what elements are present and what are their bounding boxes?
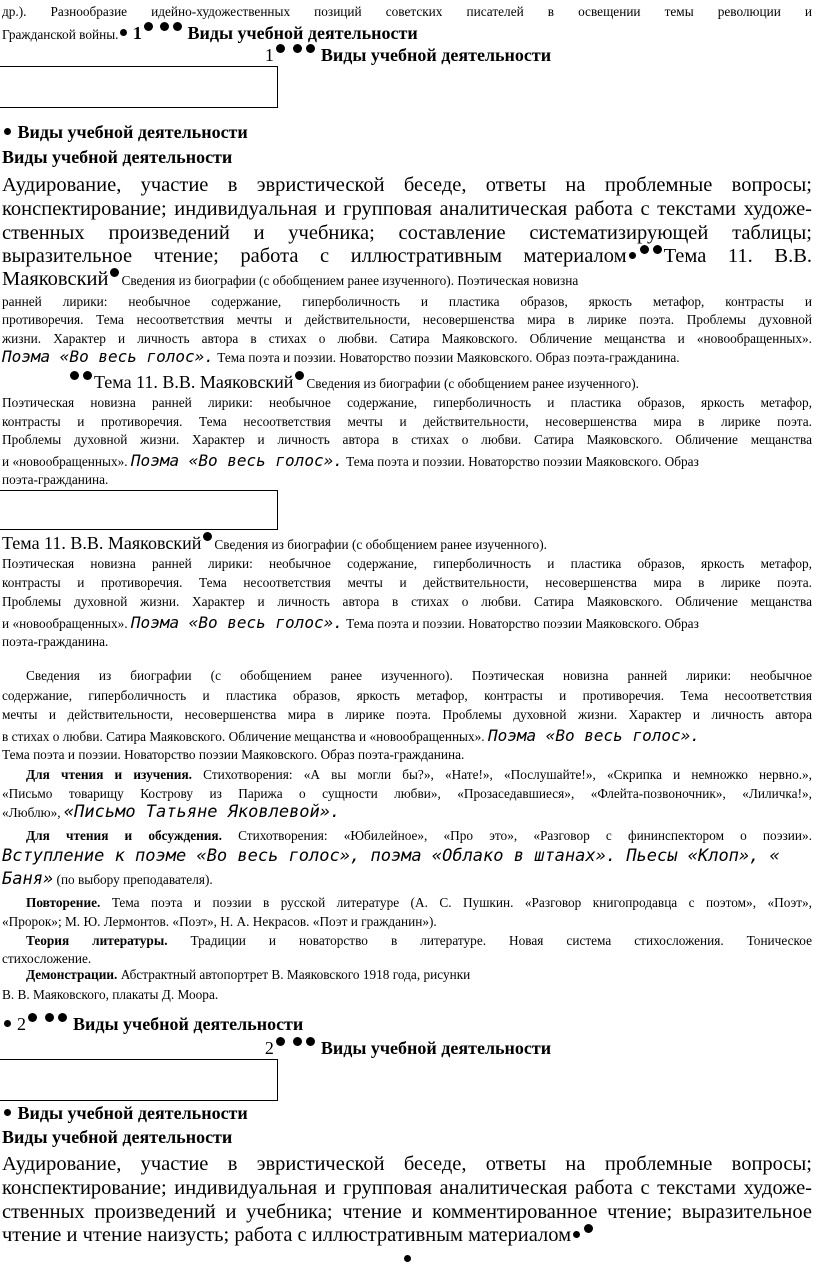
- discussion-line: [2, 846, 812, 866]
- bullet-icon: [306, 44, 315, 53]
- empty-frame: [0, 490, 278, 530]
- section-heading: Виды учебной деятельности: [73, 1014, 304, 1034]
- topic-title: Маяковский: [2, 268, 109, 290]
- topic-line: [68, 371, 812, 393]
- bullet-icon: [45, 1013, 54, 1022]
- section-label: Для чтения и обсуждения.: [26, 828, 222, 843]
- bullet-icon: [4, 128, 11, 135]
- bullet-icon: [629, 252, 636, 259]
- bullet-icon: [276, 44, 285, 53]
- topic-text: Сведения из биографии (с обобщением ранее изученного).: [306, 376, 639, 391]
- bullet-icon: [640, 245, 649, 254]
- poem-title: «Письмо Татьяне Яковлевой».: [63, 802, 341, 822]
- bullet-icon: [110, 268, 119, 277]
- activity-text: чтение и чтение наизусть; работа с иллюстративным материалом: [2, 1224, 572, 1246]
- paragraph-text: и «новообращенных».: [2, 454, 128, 469]
- activity-heading-dotted: [2, 122, 812, 143]
- paragraph-text: в стихах о любви. Сатира Маяковского. Обличение мещанства и «новообращенных».: [2, 729, 485, 744]
- paragraph-line: контрасты и противоречия. Тема несоответствия мечты и действительности, несовершенства мира в лирике поэта.: [2, 414, 812, 429]
- bullet-icon: [144, 22, 153, 31]
- paragraph-line: Проблемы духовной жизни. Характер и личность автора в стихах о любви. Сатира Маяковского. Обличение мещанства: [2, 432, 812, 447]
- reading-line: [26, 765, 812, 784]
- section-label: Повторение.: [26, 895, 101, 910]
- poem-title: Поэма «Во весь голос».: [487, 726, 700, 745]
- activity-line: Аудирование, участие в эвристической беседе, ответы на проблемные вопросы;: [2, 174, 812, 196]
- discussion-line: [26, 826, 812, 845]
- bullet-icon: [4, 1020, 11, 1027]
- empty-frame: [0, 66, 278, 108]
- bullet-icon: [295, 371, 304, 380]
- demo-line: [26, 965, 812, 984]
- bullet-icon: [276, 1037, 285, 1046]
- intro-line-2: [2, 22, 812, 44]
- section-heading: Виды учебной деятельности: [320, 45, 552, 65]
- paragraph-line: поэта-гражданина.: [2, 472, 109, 487]
- activity-line: ственных произведений и учебника; чтение и комментированное чтение; выразительное: [2, 1201, 812, 1223]
- paragraph-text: Тема поэта и поэзии. Новаторство поэзии Маяковского. Образ: [346, 616, 699, 631]
- reading-text: Стихотворения: «А вы могли бы?», «Нате!», «Послушайте!», «Скрипка и немножко нервно.»,: [203, 767, 813, 782]
- bullet-icon: [293, 1037, 302, 1046]
- paragraph-line: жизни. Характер и личность автора в стихах о любви. Сатира Маяковского. Обличение мещанства и «новообращенных».: [2, 331, 812, 346]
- section-heading: Виды учебной деятельности: [320, 1038, 552, 1058]
- section-label: Для чтения и изучения.: [26, 767, 192, 782]
- paragraph-text: Тема поэта и поэзии. Новаторство поэзии Маяковского. Образ: [346, 454, 699, 469]
- section-label: Демонстрации.: [26, 967, 118, 982]
- paragraph-line: [2, 613, 812, 633]
- theory-line: [26, 931, 812, 950]
- heading-number: 1: [264, 45, 274, 65]
- heading-number: 2: [17, 1014, 26, 1034]
- topic-title: Тема 11. В.В. Маяковский: [2, 533, 202, 553]
- activity-heading: Виды учебной деятельности: [2, 1127, 233, 1147]
- activity-line: [2, 1222, 812, 1248]
- bullet-icon: [70, 371, 79, 380]
- heading-number: 1: [132, 23, 142, 43]
- bullet-icon: [653, 245, 662, 254]
- empty-frame: [0, 1059, 278, 1101]
- bullet-icon: [402, 1252, 413, 1270]
- paragraph-text: Тема поэта и поэзии. Новаторство поэзии Маяковского. Образ поэта-гражданина.: [217, 350, 680, 365]
- discussion-text: (по выбору преподавателя).: [56, 872, 213, 887]
- section-heading: Виды учебной деятельности: [187, 23, 418, 43]
- repeat-text: Тема поэта и поэзии в русской литературе (А. С. Пушкин. «Разговор книгопродавца с поэтом», «Поэт»,: [111, 895, 812, 910]
- activity-text: выразительное чтение; работа с иллюстративным материалом: [2, 245, 627, 267]
- demo-text: Абстрактный автопортрет В. Маяковского 1918 года, рисунки: [120, 967, 471, 982]
- topic-line: [2, 266, 812, 292]
- reading-text: «Люблю»,: [2, 805, 61, 820]
- bullet-icon: [58, 1013, 67, 1022]
- discussion-text: Стихотворения: «Юбилейное», «Про это», «Разговор с фининспектором о поэзии».: [238, 828, 813, 843]
- activity-heading: Виды учебной деятельности: [2, 147, 233, 167]
- bullet-icon: [120, 29, 127, 36]
- discussion-line: [2, 870, 812, 889]
- heading-text: Виды учебной деятельности: [17, 1103, 248, 1123]
- paragraph-line: содержание, гиперболичность и пластика образов, яркость метафор, контрасты и противоречия. Тема несоответствия: [2, 688, 812, 703]
- heading-text: Виды учебной деятельности: [17, 122, 248, 142]
- paragraph-line: контрасты и противоречия. Тема несоответствия мечты и действительности, несовершенства мира в лирике поэта.: [2, 575, 812, 590]
- poem-title: Баня»: [2, 869, 54, 889]
- theory-line: стихосложение.: [2, 951, 92, 966]
- demo-line: В. В. Маяковского, плакаты Д. Моора.: [2, 987, 219, 1002]
- bullet-icon: [83, 371, 92, 380]
- bullet-icon: [173, 22, 182, 31]
- activity-line: конспектирование; индивидуальная и групповая аналитическая работа с текстами художе-: [2, 198, 812, 220]
- intro-text: Гражданской войны.: [2, 27, 119, 42]
- bullet-icon: [28, 1013, 37, 1022]
- bullet-icon: [4, 1109, 11, 1116]
- centered-heading-1: [0, 44, 816, 66]
- bullet-icon: [306, 1037, 315, 1046]
- activity-line: конспектирование; индивидуальная и групповая аналитическая работа с текстами художе-: [2, 1177, 812, 1199]
- reading-line: [2, 803, 812, 822]
- paragraph-line: Тема поэта и поэзии. Новаторство поэзии Маяковского. Образ поэта-гражданина.: [2, 747, 465, 762]
- paragraph-line: Проблемы духовной жизни. Характер и личность автора в стихах о любви. Сатира Маяковского. Обличение мещанства: [2, 594, 812, 609]
- heading-number: 2: [264, 1038, 274, 1058]
- paragraph-line: [2, 451, 812, 471]
- topic-text: Сведения из биографии (с обобщением ранее изученного). Поэтическая новизна: [121, 273, 579, 288]
- paragraph-line: мечты и действительности, несовершенства мира в лирике поэта. Проблемы духовной жизни. Характер и личность автора: [2, 707, 812, 722]
- bullet-icon: [573, 1231, 580, 1238]
- poem-title: Поэма «Во весь голос».: [130, 613, 343, 632]
- poem-title: Поэма «Во весь голос».: [2, 347, 214, 366]
- poem-title: Поэма «Во весь голос».: [130, 451, 343, 470]
- activity-line: ственных произведений и учебника; составление систематизирующей таблицы;: [2, 222, 812, 244]
- activity-heading-dotted: [2, 1103, 812, 1124]
- reading-line: «Письмо товарищу Кострову из Парижа о сущности любви», «Прозаседавшиеся», «Флейта-позвоночник», «Лиличка!»,: [2, 786, 812, 801]
- section-heading-2: [2, 1013, 812, 1035]
- topic-title: Тема 11. В.В. Маяковский: [94, 372, 294, 392]
- poem-title: Вступление к поэме «Во весь голос», поэма «Облако в штанах». Пьесы «Клоп», «: [2, 846, 780, 866]
- paragraph-line: Сведения из биографии (с обобщением ранее изученного). Поэтическая новизна ранней лирики: необычное: [26, 668, 812, 683]
- bullet-icon: [203, 532, 212, 541]
- paragraph-line: противоречия. Тема несоответствия мечты и действительности, несовершенства мира в лирике поэта. Проблемы духовной: [2, 312, 812, 327]
- paragraph-line: [2, 347, 812, 367]
- topic-text: Сведения из биографии (с обобщением ранее изученного).: [214, 537, 547, 552]
- paragraph-line: Поэтическая новизна ранней лирики: необычное содержание, гиперболичность и пластика образов, яркость метафор,: [2, 556, 812, 571]
- paragraph-line: Поэтическая новизна ранней лирики: необычное содержание, гиперболичность и пластика образов, яркость метафор,: [2, 395, 812, 410]
- bullet-dot: [404, 1255, 411, 1262]
- topic-line: [2, 532, 812, 554]
- paragraph-line: [2, 726, 812, 746]
- bullet-icon: [584, 1224, 593, 1233]
- section-label: Теория литературы.: [26, 933, 168, 948]
- theory-text: Традиции и новаторство в литературе. Новая система стихосложения. Тоническое: [190, 933, 812, 948]
- centered-heading-2: [0, 1037, 816, 1059]
- paragraph-line: ранней лирики: необычное содержание, гиперболичность и пластика образов, яркость метафор, контрасты и: [2, 294, 812, 309]
- repeat-line: «Пророк»; М. Ю. Лермонтов. «Поэт», Н. А. Некрасов. «Поэт и гражданин»).: [2, 914, 437, 929]
- bullet-icon: [293, 44, 302, 53]
- repeat-line: [26, 893, 812, 912]
- paragraph-text: и «новообращенных».: [2, 616, 128, 631]
- topic-title: Тема 11. В.В.: [663, 245, 812, 267]
- bullet-icon: [160, 22, 169, 31]
- intro-line-1: др.). Разнообразие идейно-художественных позиций советских писателей в освещении темы революции и: [2, 4, 812, 19]
- activity-line: Аудирование, участие в эвристической беседе, ответы на проблемные вопросы;: [2, 1153, 812, 1175]
- paragraph-line: поэта-гражданина.: [2, 634, 109, 649]
